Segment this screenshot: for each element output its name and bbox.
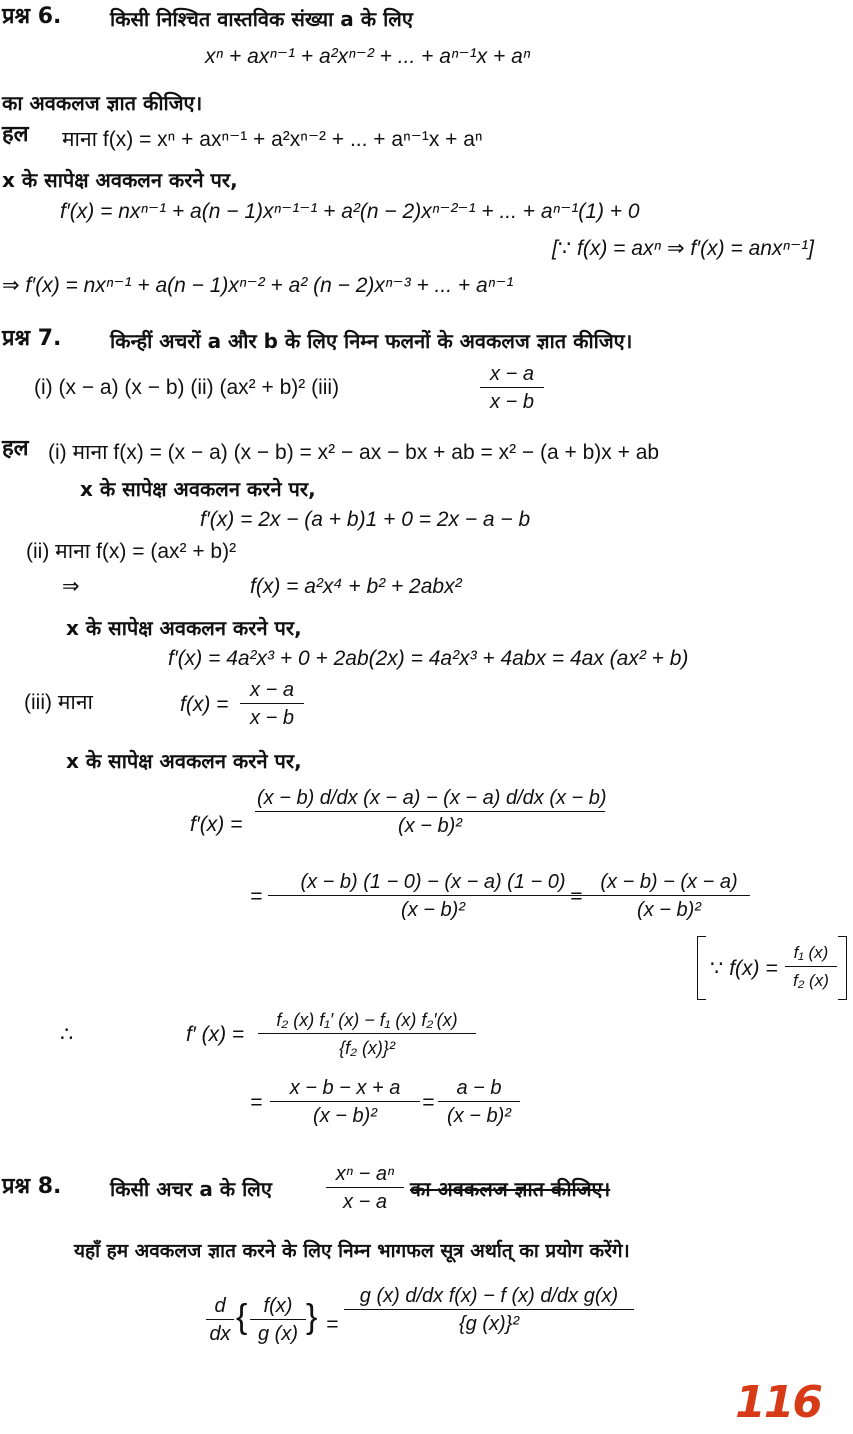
q8-formula-inner-numerator: f(x) — [250, 1294, 306, 1320]
q7-quotient-lhs: f′ (x) = — [186, 1023, 245, 1046]
q6-hal: हल — [2, 122, 29, 147]
q7-part3-fraction — [480, 362, 544, 414]
q7-deriv-lhs: f′(x) = — [190, 813, 243, 836]
q8-formula-d: d — [206, 1294, 234, 1320]
q8-denominator: x − a — [343, 1191, 387, 1213]
q7-step8-fraction — [240, 678, 304, 730]
q8-formula-numerator: g (x) d/dx f(x) − f (x) d/dx g(x) — [344, 1284, 634, 1310]
q6-line3: f′(x) = nxⁿ⁻¹ + a(n − 1)xⁿ⁻¹⁻¹ + a²(n − 2)xⁿ⁻²⁻¹ + ... + aⁿ⁻¹(1) + 0 — [60, 200, 640, 223]
q7-deriv-fraction — [255, 786, 605, 838]
q6-text: किसी निश्चित वास्तविक संख्या a के लिए — [110, 7, 413, 31]
q7-step1: (i) माना f(x) = (x − a) (x − b) = x² − ax − bx + ab = x² − (a + b)x + ab — [48, 441, 660, 464]
q7-step4: (ii) माना f(x) = (ax² + b)² — [26, 540, 237, 563]
q7-simplify-fraction — [588, 870, 750, 922]
q8-formula-denominator: {g (x)}² — [458, 1313, 520, 1335]
q7-final-denominator: (x − b)² — [447, 1105, 511, 1127]
q7-step2: x के सापेक्ष अवकलन करने पर, — [80, 477, 316, 501]
q8-label: प्रश्न 8. — [2, 1174, 62, 1199]
q7-quotient-denominator: {f₂ (x)}² — [339, 1038, 395, 1058]
q7-expand-denominator: (x − b)² — [401, 899, 465, 921]
q7-quotient-numerator: f₂ (x) f₁′ (x) − f₁ (x) f₂′(x) — [258, 1008, 476, 1034]
q7-parts: (i) (x − a) (x − b) (ii) (ax² + b)² (iii) — [34, 376, 340, 399]
q7-step6: x के सापेक्ष अवकलन करने पर, — [66, 616, 302, 640]
q7-rule-fraction — [785, 941, 837, 993]
q6-line5: ⇒ f′(x) = nxⁿ⁻¹ + a(n − 1)xⁿ⁻² + a² (n − 2)xⁿ⁻³ + ... + aⁿ⁻¹ — [2, 274, 514, 297]
q6-line1: माना f(x) = xⁿ + axⁿ⁻¹ + a²xⁿ⁻² + ... + aⁿ⁻¹x + aⁿ — [62, 128, 483, 151]
q7-result-numerator: x − b − x + a — [270, 1076, 420, 1102]
q6-tail: का अवकलज ज्ञात कीजिए। — [2, 91, 203, 115]
q8-formula-derivative-op — [206, 1294, 234, 1346]
q7-step9: x के सापेक्ष अवकलन करने पर, — [66, 749, 302, 773]
q7-quotient-fraction — [258, 1008, 476, 1060]
q7-step5: f(x) = a²x⁴ + b² + 2abx² — [250, 575, 462, 598]
q7-rule-denominator: f₂ (x) — [793, 971, 829, 990]
q7-final-numerator: a − b — [438, 1076, 520, 1102]
q7-result-denominator: (x − b)² — [313, 1105, 377, 1127]
q7-step8-lhs: f(x) = — [180, 693, 229, 716]
q7-label: प्रश्न 7. — [2, 326, 62, 351]
q6-line4: [∵ f(x) = axⁿ ⇒ f′(x) = anxⁿ⁻¹] — [552, 237, 815, 260]
q7-hal: हल — [2, 436, 29, 461]
q7-rule-lhs: ∵ f(x) = — [710, 957, 778, 980]
therefore-symbol: ∴ — [60, 1023, 74, 1046]
q8-formula-fraction — [344, 1284, 634, 1336]
q7-part3-numerator: x − a — [480, 362, 544, 388]
q7-deriv-numerator: (x − b) d/dx (x − a) − (x − a) d/dx (x − b) — [255, 786, 605, 812]
q7-expand-numerator: (x − b) (1 − 0) − (x − a) (1 − 0) — [268, 870, 598, 896]
q7-text: किन्हीं अचरों a और b के लिए निम्न फलनों के अवकलज ज्ञात कीजिए। — [110, 329, 633, 353]
q8-formula-inner-fraction — [250, 1294, 306, 1346]
q7-result-fraction — [270, 1076, 420, 1128]
q7-step3: f′(x) = 2x − (a + b)1 + 0 = 2x − a − b — [200, 508, 531, 531]
q6-expression: xⁿ + axⁿ⁻¹ + a²xⁿ⁻² + ... + aⁿ⁻¹x + aⁿ — [205, 45, 531, 68]
q7-step8-label: (iii) माना — [24, 691, 93, 714]
q7-part3-denominator: x − b — [490, 391, 534, 413]
q7-step8-denominator: x − b — [250, 707, 294, 729]
q7-step5-arrow: ⇒ — [62, 575, 80, 598]
q6-line2: x के सापेक्ष अवकलन करने पर, — [2, 168, 238, 192]
q7-final-fraction — [438, 1076, 520, 1128]
q7-deriv-denominator: (x − b)² — [398, 815, 462, 837]
q7-step8-numerator: x − a — [240, 678, 304, 704]
q6-label: प्रश्न 6. — [2, 4, 62, 29]
q7-simplify-numerator: (x − b) − (x − a) — [588, 870, 750, 896]
q8-formula-dx: dx — [209, 1323, 231, 1345]
q8-note: यहाँ हम अवकलज ज्ञात करने के लिए निम्न भागफल सूत्र अर्थात् का प्रयोग करेंगे। — [74, 1240, 630, 1262]
q8-text: किसी अचर a के लिए — [110, 1177, 272, 1201]
q8-fraction — [326, 1162, 404, 1214]
q7-rule-numerator: f₁ (x) — [785, 941, 837, 967]
q8-numerator: xⁿ − aⁿ — [326, 1162, 404, 1188]
q8-tail: का अवकलज ज्ञात कीजिए। — [410, 1177, 611, 1201]
q7-expand-fraction — [268, 870, 598, 922]
page-number: 116 — [735, 1377, 821, 1428]
q8-formula-inner-denominator: g (x) — [258, 1323, 298, 1345]
q7-simplify-denominator: (x − b)² — [637, 899, 701, 921]
q7-step7: f′(x) = 4a²x³ + 0 + 2ab(2x) = 4a²x³ + 4abx = 4ax (ax² + b) — [168, 647, 689, 670]
